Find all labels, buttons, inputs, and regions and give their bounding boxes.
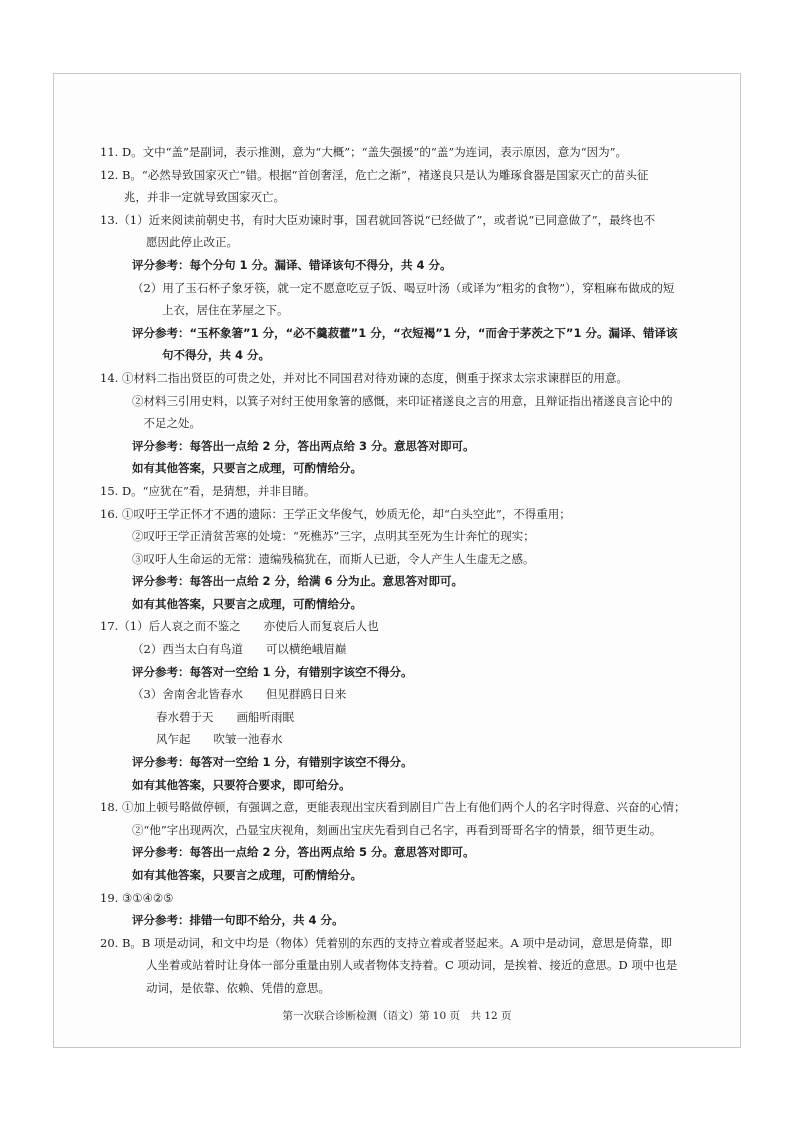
answer-line: 春水碧于天 画船听雨眠 bbox=[156, 709, 294, 724]
answer-line: 16. ①叹吁王学正怀才不遇的遗际：王学正文华俊气，妙质无伦，却“白头空此”，不得重用； bbox=[100, 506, 571, 521]
answer-content bbox=[100, 141, 700, 1000]
answer-line: 评分参考：每答出一点给 2 分，答出两点给 5 分。意思答对即可。 bbox=[132, 845, 475, 860]
answer-line: 评分参考：每答出一点给 2 分，给满 6 分为止。意思答对即可。 bbox=[132, 574, 464, 589]
answer-line: ③叹吁人生命运的无常：遗编残稿犹在，而斯人已逝，令人产生人生虚无之感。 bbox=[132, 551, 535, 566]
answer-line: 评分参考：“玉杯象箸”1 分，“必不羹菽藿”1 分，“衣短褐”1 分，“而舍于茅茨之下”1 分。漏译、错译该 bbox=[132, 325, 678, 340]
answer-line: 11. D。文中“盖”是副词，表示推测，意为“大概”；“盖失强援”的“盖”为连词，表示原因，意为“因为”。 bbox=[100, 145, 627, 159]
answer-line: 人坐着或站着时让身体一部分重量由别人或者物体支持着。C 项动词，是挨着、接近的意思。D 项中也是 bbox=[146, 958, 678, 973]
answer-line: 句不得分，共 4 分。 bbox=[162, 348, 271, 363]
answer-line: 动词，是依靠、依赖、凭借的意思。 bbox=[146, 980, 330, 995]
answer-line: 如有其他答案，只要符合要求，即可给分。 bbox=[132, 777, 351, 792]
answer-line: （2）用了玉石杯子象牙筷，就一定不愿意吃豆子饭、喝豆叶汤（或译为“粗劣的食物”），穿粗麻布做成的短 bbox=[132, 280, 675, 295]
answer-line: 18. ①加上顿号略做停顿，有强调之意，更能表现出宝庆看到剧目广告上有他们两个人的名字时得意、兴奋的心情； bbox=[100, 800, 686, 815]
answer-line: 如有其他答案，只要言之成理，可酌情给分。 bbox=[132, 868, 362, 882]
answer-line: 评分参考：每个分句 1 分。漏译、错译该句不得分，共 4 分。 bbox=[132, 257, 452, 272]
answer-line: 评分参考：每答出一点给 2 分，答出两点给 3 分。意思答对即可。 bbox=[132, 438, 475, 453]
answer-line: 风乍起 吹皱一池春水 bbox=[156, 732, 283, 747]
answer-line: 如有其他答案，只要言之成理，可酌情给分。 bbox=[132, 461, 362, 476]
answer-line: ②材料三引用史料，以箕子对纣王使用象箸的感慨，来印证褚遂良之言的用意，且辩证指出褚遂良言论中的 bbox=[132, 393, 673, 408]
answer-line: 19. ③①④②⑤ bbox=[100, 890, 174, 905]
answer-line: 兆，并非一定就导致国家灭亡。 bbox=[124, 190, 285, 205]
answer-line: 不足之处。 bbox=[132, 416, 201, 431]
answer-line: ②“他”字出现两次，凸显宝庆视角，刻画出宝庆先看到自己名字，再看到哥哥名字的情景，细节更生动。 bbox=[132, 822, 662, 837]
answer-line: 14. ①材料二指出贤臣的可贵之处，并对比不同国君对待劝谏的态度，侧重于探求太宗求谏群臣的用意。 bbox=[100, 370, 628, 385]
page-footer: 第一次联合诊断检测（语文）第 10 页 共 12 页 bbox=[282, 1010, 512, 1022]
answer-line: 上衣，居住在茅屋之下。 bbox=[162, 303, 289, 318]
answer-line: 15. D。“应犹在”看，是猜想，并非目睹。 bbox=[100, 483, 316, 498]
answer-line: 13.（1）近来阅读前朝史书，有时大臣劝谏时事，国君就回答说“已经做了”，或者说“已同意做了”，最终也不 bbox=[100, 212, 656, 227]
answer-line: 评分参考：排错一句即不给分，共 4 分。 bbox=[132, 913, 344, 928]
answer-line: ②叹吁王学正清贫苦寒的处境：“死樵苏”三字，点明其至死为生计奔忙的现实； bbox=[132, 529, 535, 544]
answer-line: 如有其他答案，只要言之成理，可酌情给分。 bbox=[132, 596, 362, 611]
answer-line: 愿因此停止改正。 bbox=[146, 235, 238, 250]
answer-line: （3）舍南舍北皆春水 但见群鸥日日来 bbox=[132, 687, 347, 702]
answer-line: 评分参考：每答对一空给 1 分，有错别字该空不得分。 bbox=[132, 664, 413, 679]
answer-line: 12. B。“必然导致国家灭亡”错。根据“首创奢淫，危亡之渐”，褚遂良只是认为雕琢食器是国家灭亡的苗头征 bbox=[100, 167, 649, 182]
answer-line: 评分参考：每答对一空给 1 分，有错别字该空不得分。 bbox=[132, 755, 413, 770]
answer-line: 17.（1）后人哀之而不鉴之 亦使后人而复哀后人也 bbox=[100, 619, 379, 634]
answer-line: 20. B。B 项是动词，和文中均是（物体）凭着别的东西的支持立着或者竖起来。A 项中是动词，意思是倚靠，即 bbox=[100, 935, 672, 950]
answer-line: （2）西当太白有鸟道 可以横绝峨眉巅 bbox=[132, 642, 347, 657]
